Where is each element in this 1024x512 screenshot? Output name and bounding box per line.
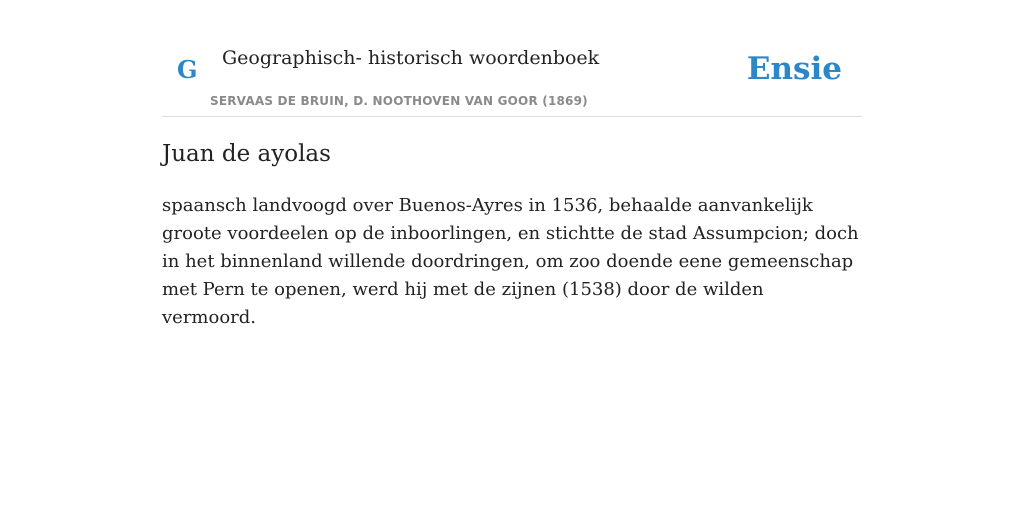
book-letter-icon[interactable]: G [177,55,198,84]
book-title-link[interactable]: Geographisch- historisch woordenboek [222,47,600,69]
ensie-logo-link[interactable]: Ensie [746,51,842,87]
book-header [162,0,862,117]
book-authors: SERVAAS DE BRUIN, D. NOOTHOVEN VAN GOOR (1869) [210,94,588,108]
entry-title: Juan de ayolas [162,141,331,167]
entry-body: spaansch landvoogd over Buenos-Ayres in 1536, behaalde aanvankelijk groote voordeelen op de inboorlingen, en stichtte de stad Assumpcion; doch in het binnenland willende doordringen, om zoo doende eene gemeenschap met Pern te openen, werd hij met de zijnen (1538) door de wilden vermoord. [162,195,859,328]
